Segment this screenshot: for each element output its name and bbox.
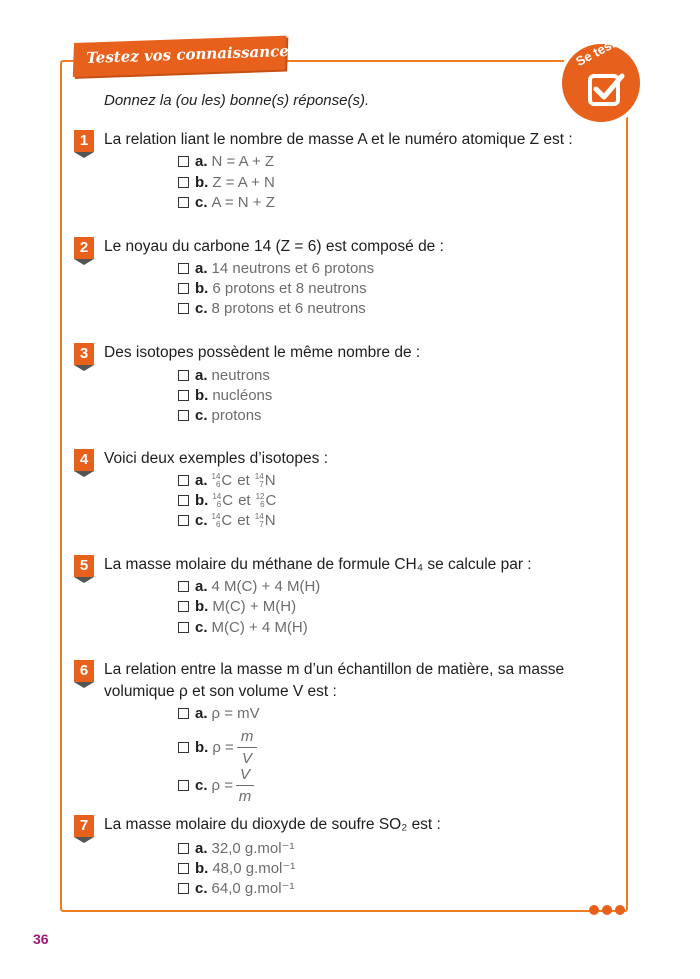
- answer-option[interactable]: [178, 598, 296, 615]
- question-text-line2: volumique ρ et son volume V est :: [104, 683, 337, 700]
- answer-option[interactable]: [178, 367, 270, 384]
- atomic-number: 6: [215, 519, 221, 529]
- atomic-number: 7: [259, 519, 264, 529]
- element-symbol: C: [265, 492, 277, 509]
- checkbox[interactable]: [178, 780, 189, 791]
- question-text: La relation liant le nombre de masse A et le numéro atomique Z est :: [104, 131, 573, 148]
- option-label: c.: [195, 512, 208, 529]
- option-label: a.: [195, 705, 208, 722]
- option-text: N = A + Z: [211, 153, 275, 170]
- fraction-denominator: V: [242, 750, 253, 767]
- mass-number: 14: [211, 511, 221, 521]
- checkbox-check-icon: [584, 68, 628, 112]
- checkbox[interactable]: [178, 303, 189, 314]
- option-label: b.: [195, 492, 209, 509]
- option-label: a.: [195, 260, 208, 277]
- checkbox[interactable]: [178, 708, 189, 719]
- option-text: M(C) + 4 M(H): [211, 619, 308, 636]
- atomic-number: 6: [216, 499, 222, 509]
- question-number: 3: [74, 343, 94, 365]
- question-number: 6: [74, 660, 94, 682]
- checkbox[interactable]: [178, 156, 189, 167]
- option-text: A = N + Z: [211, 194, 275, 211]
- option-label: a.: [195, 367, 208, 384]
- option-text: ρ = mV: [211, 705, 260, 722]
- formula-prefix: ρ =: [211, 777, 233, 794]
- option-label: c.: [195, 407, 208, 424]
- checkbox[interactable]: [178, 475, 189, 486]
- banner-title: Testez vos connaissances: [86, 41, 298, 67]
- answer-option[interactable]: [178, 472, 276, 489]
- option-label: a.: [195, 472, 208, 489]
- element-symbol: N: [264, 512, 276, 529]
- option-label: c.: [195, 300, 208, 317]
- badge-label: Se tester: [573, 29, 629, 70]
- connector-text: et: [238, 492, 251, 509]
- checkbox[interactable]: [178, 622, 189, 633]
- atomic-number: 7: [259, 479, 264, 489]
- answer-option[interactable]: [178, 492, 276, 509]
- answer-option[interactable]: [178, 859, 295, 877]
- option-text: nucléons: [212, 387, 273, 404]
- checkbox[interactable]: [178, 863, 189, 874]
- fraction: [236, 766, 254, 805]
- element-symbol: C: [221, 512, 233, 529]
- option-label: b.: [195, 387, 209, 404]
- checkbox[interactable]: [178, 843, 189, 854]
- question-number: 4: [74, 449, 94, 471]
- checkbox[interactable]: [178, 601, 189, 612]
- isotope-notation: [256, 492, 277, 509]
- quiz-frame: [60, 60, 628, 912]
- element-symbol: N: [264, 472, 276, 489]
- option-label: c.: [195, 879, 208, 897]
- mass-number: 12: [255, 491, 265, 501]
- checkbox[interactable]: [178, 390, 189, 401]
- isotope-notation: [212, 512, 233, 529]
- question-text: Voici deux exemples d’isotopes :: [104, 450, 329, 467]
- answer-option[interactable]: [178, 512, 276, 529]
- option-text: 4 M(C) + 4 M(H): [211, 578, 321, 595]
- checkbox[interactable]: [178, 263, 189, 274]
- answer-option[interactable]: [178, 578, 320, 595]
- instruction-text: Donnez la (ou les) bonne(s) réponse(s).: [104, 92, 370, 109]
- connector-text: et: [237, 472, 250, 489]
- answer-option[interactable]: [178, 260, 374, 277]
- mass-number: 14: [254, 511, 264, 521]
- question-number: 2: [74, 237, 94, 259]
- mass-number: 14: [212, 491, 222, 501]
- answer-option[interactable]: [178, 387, 272, 404]
- atomic-number: 6: [215, 479, 221, 489]
- option-text: 64,0 g.mol⁻¹: [211, 880, 295, 897]
- fraction-numerator: m: [237, 728, 258, 748]
- question-number: 7: [74, 815, 94, 837]
- isotope-notation: [212, 492, 233, 509]
- option-label: a.: [195, 839, 208, 857]
- option-label: b.: [195, 598, 209, 615]
- answer-option[interactable]: [178, 879, 294, 897]
- checkbox[interactable]: [178, 370, 189, 381]
- answer-option[interactable]: [178, 619, 308, 636]
- option-label: c.: [195, 777, 208, 794]
- option-text: 48,0 g.mol⁻¹: [212, 860, 296, 877]
- formula-prefix: ρ =: [212, 739, 234, 756]
- option-label: a.: [195, 578, 208, 595]
- atomic-number: 6: [260, 499, 265, 509]
- checkbox[interactable]: [178, 495, 189, 506]
- checkbox[interactable]: [178, 742, 189, 753]
- checkbox[interactable]: [178, 581, 189, 592]
- answer-option[interactable]: [178, 705, 260, 722]
- answer-option[interactable]: [178, 300, 366, 317]
- mass-number: 14: [254, 471, 264, 481]
- answer-option[interactable]: [178, 174, 275, 191]
- option-text: 14 neutrons et 6 protons: [211, 260, 375, 277]
- option-text: neutrons: [211, 367, 270, 384]
- answer-option[interactable]: [178, 728, 257, 767]
- checkbox[interactable]: [178, 515, 189, 526]
- option-label: b.: [195, 859, 209, 877]
- option-text: M(C) + M(H): [212, 598, 297, 615]
- mass-number: 14: [211, 471, 221, 481]
- isotope-notation: [255, 512, 276, 529]
- option-label: b.: [195, 739, 209, 756]
- option-label: c.: [195, 194, 208, 211]
- option-label: b.: [195, 280, 209, 297]
- question-text: La masse molaire du méthane de formule CH₄ se calcule par :: [104, 556, 532, 573]
- page-number: 36: [33, 931, 49, 947]
- isotope-notation: [255, 472, 276, 489]
- question-text: La masse molaire du dioxyde de soufre SO₂ est :: [104, 816, 441, 833]
- checkbox[interactable]: [178, 197, 189, 208]
- option-text: 6 protons et 8 neutrons: [212, 280, 367, 297]
- question-number: 1: [74, 130, 94, 152]
- answer-option[interactable]: [178, 280, 367, 297]
- question-text-line1: La relation entre la masse m d’un échantillon de matière, sa masse: [104, 661, 565, 678]
- option-text: 32,0 g.mol⁻¹: [211, 840, 295, 857]
- fraction-numerator: V: [236, 766, 254, 786]
- answer-option[interactable]: [178, 407, 262, 424]
- answer-option[interactable]: [178, 153, 274, 170]
- question-number: 5: [74, 555, 94, 577]
- option-label: a.: [195, 153, 208, 170]
- isotope-notation: [212, 472, 233, 489]
- answer-option[interactable]: [178, 766, 254, 805]
- connector-text: et: [237, 512, 250, 529]
- option-text: Z = A + N: [212, 174, 275, 191]
- question-text: Des isotopes possèdent le même nombre de :: [104, 344, 421, 361]
- option-label: c.: [195, 619, 208, 636]
- option-label: b.: [195, 174, 209, 191]
- option-text: protons: [211, 407, 262, 424]
- fraction-denominator: m: [238, 788, 252, 805]
- checkbox[interactable]: [178, 283, 189, 294]
- answer-option[interactable]: [178, 194, 275, 211]
- element-symbol: C: [221, 472, 233, 489]
- option-text: 8 protons et 6 neutrons: [211, 300, 366, 317]
- fraction: [237, 728, 258, 767]
- checkbox[interactable]: [178, 883, 189, 894]
- checkbox[interactable]: [178, 410, 189, 421]
- question-text: Le noyau du carbone 14 (Z = 6) est composé de :: [104, 238, 444, 255]
- answer-option[interactable]: [178, 839, 294, 857]
- decorative-dots: [589, 905, 625, 915]
- element-symbol: C: [222, 492, 234, 509]
- checkbox[interactable]: [178, 177, 189, 188]
